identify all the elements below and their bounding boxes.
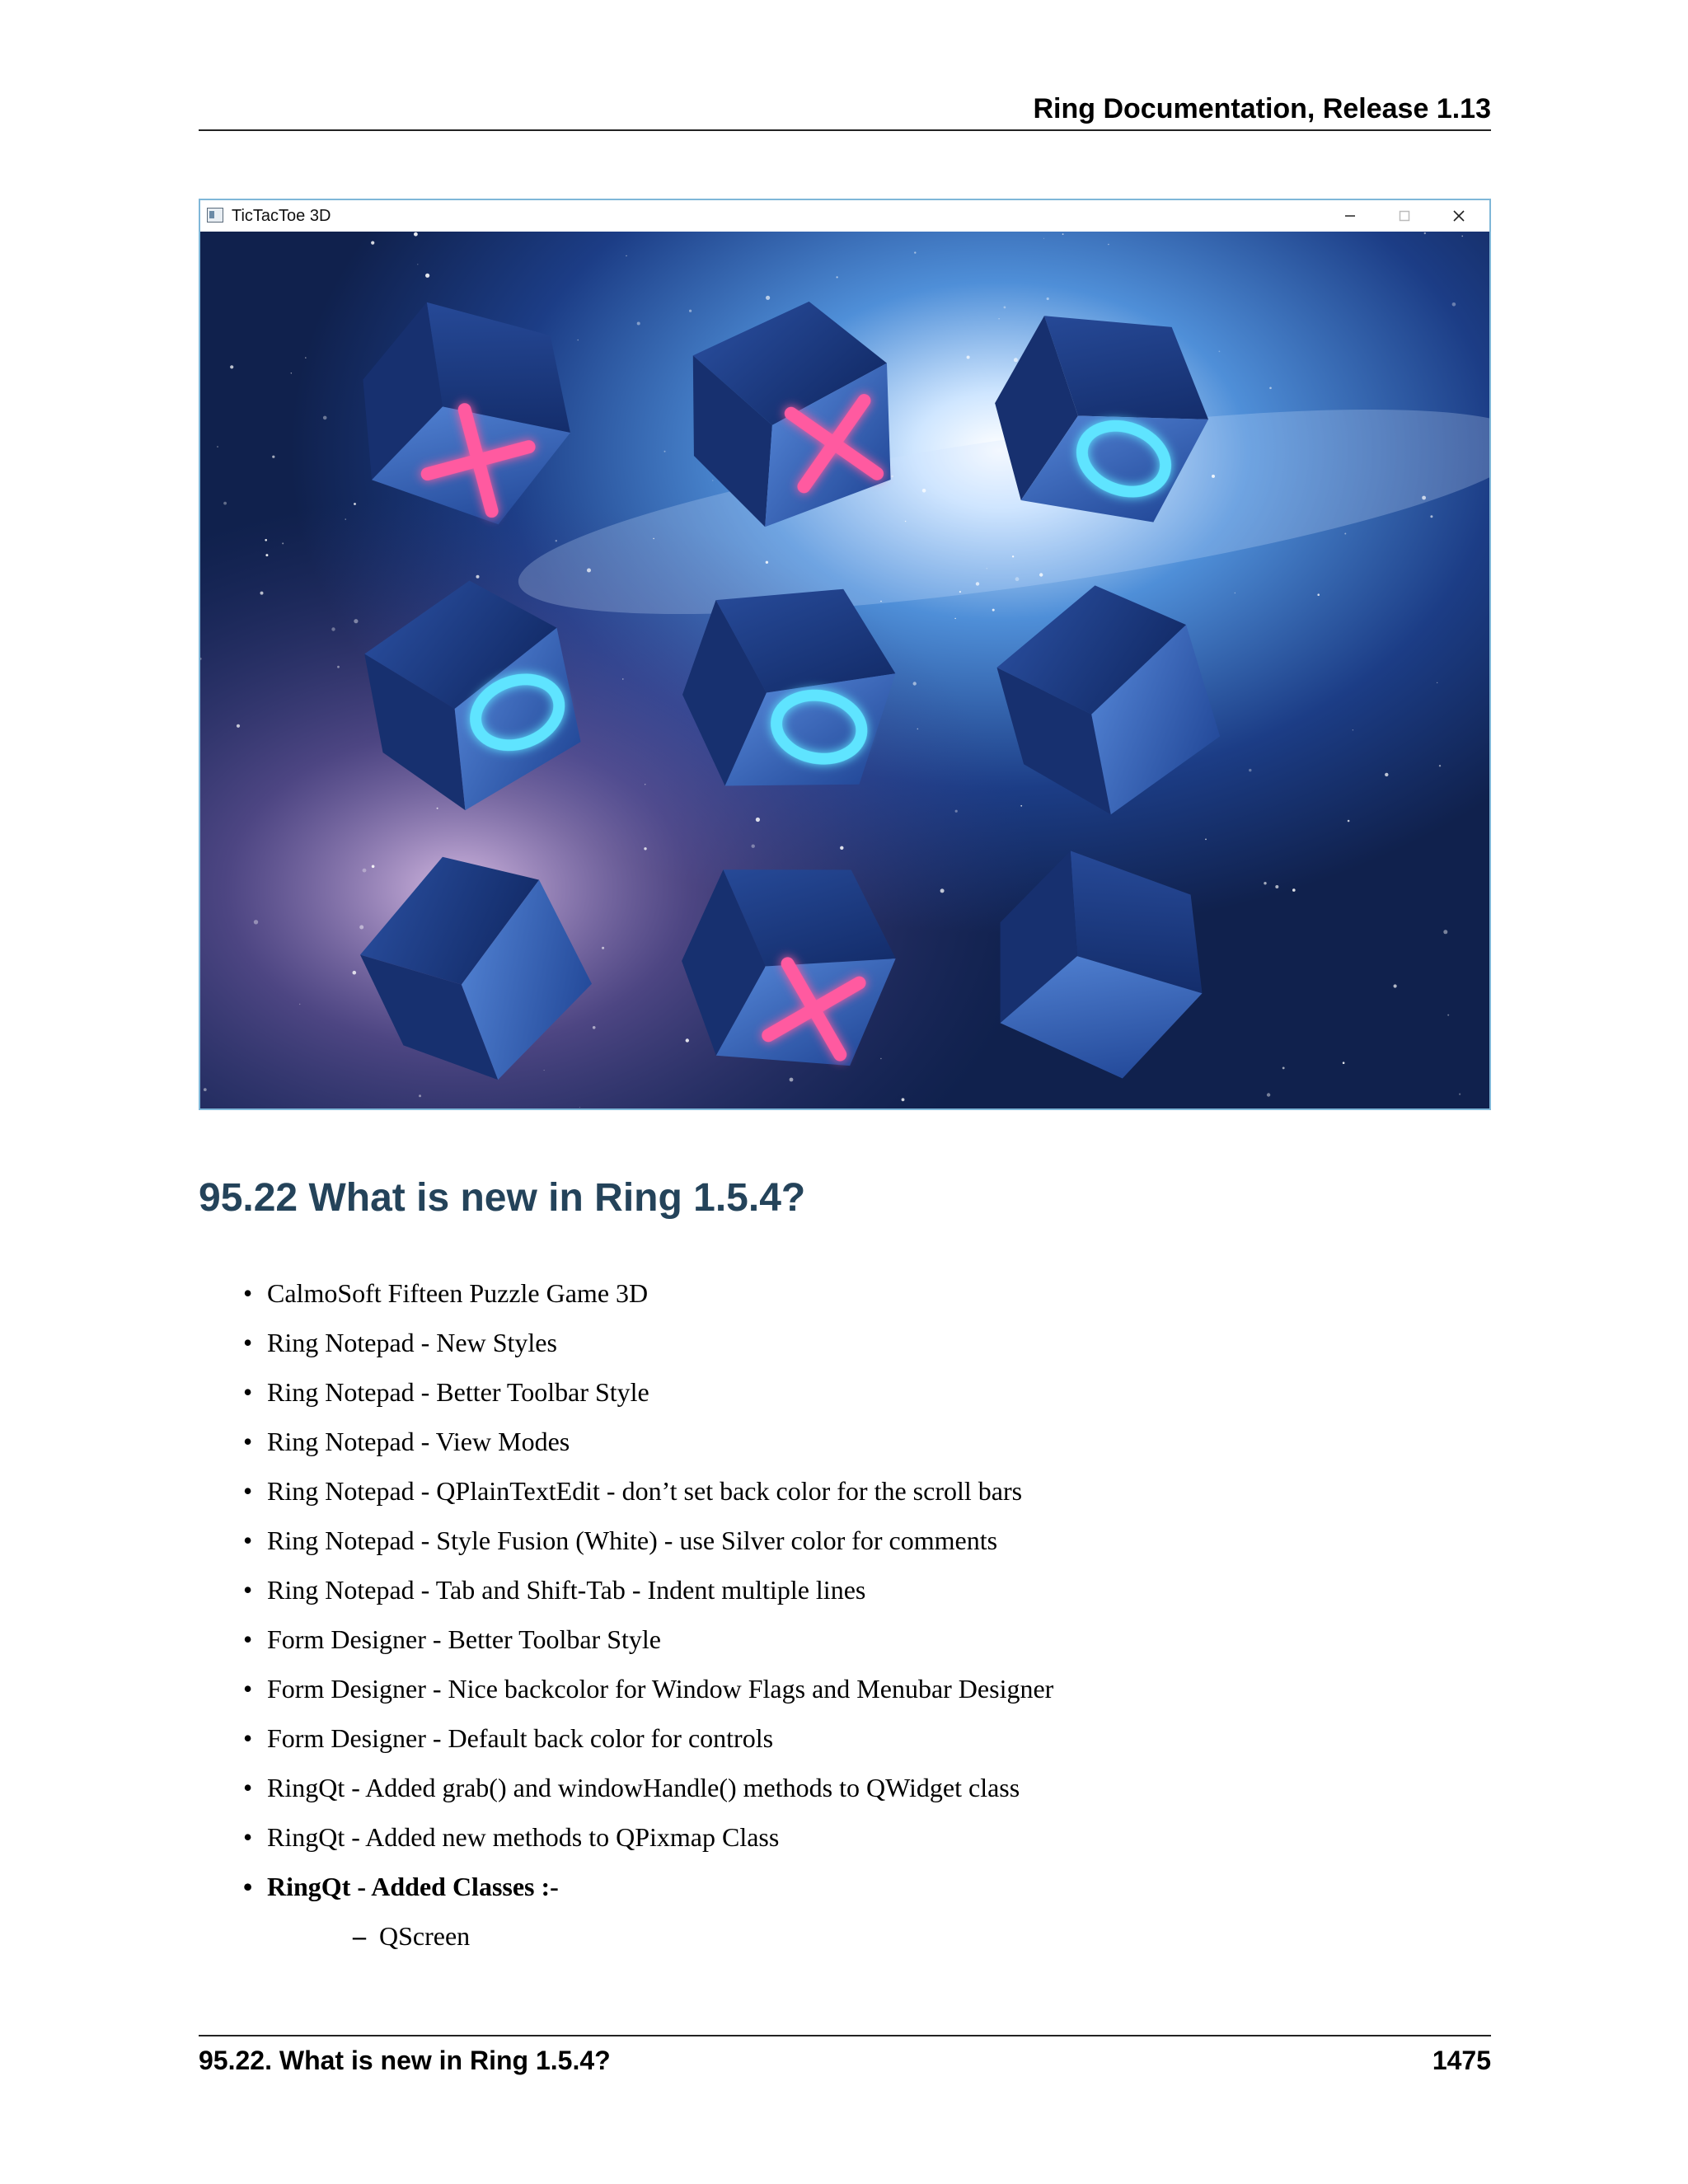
list-item: • RingQt - Added grab() and windowHandle() methods to QWidget class (243, 1763, 1053, 1812)
star (1394, 984, 1397, 987)
minimize-icon (1343, 209, 1357, 223)
star (1430, 515, 1432, 518)
star (265, 539, 267, 541)
star (265, 554, 268, 556)
star (922, 489, 926, 493)
footer-rule (199, 2035, 1491, 2036)
list-item: • RingQt - Added Classes :- (243, 1862, 1053, 1911)
star (880, 601, 882, 602)
list-item: • RingQt - Added new methods to QPixmap Class (243, 1812, 1053, 1862)
star (1020, 805, 1022, 807)
list-item: • Ring Notepad - Tab and Shift-Tab - Indent multiple lines (243, 1565, 1053, 1615)
list-item: • Ring Notepad - View Modes (243, 1417, 1053, 1466)
star (1443, 930, 1447, 934)
star (1015, 577, 1020, 581)
sub-item-text: QScreen (379, 1921, 471, 1951)
star (354, 619, 358, 623)
star (1205, 839, 1207, 841)
star (1343, 1062, 1345, 1064)
star (1452, 302, 1456, 307)
star (204, 1088, 207, 1091)
star (437, 808, 438, 809)
star (992, 609, 995, 612)
list-item: • Ring Notepad - Better Toolbar Style (243, 1367, 1053, 1417)
star (959, 591, 961, 593)
tictactoe-board[interactable] (321, 265, 1245, 1108)
window-title: TicTacToe 3D (232, 207, 331, 225)
star (417, 264, 418, 265)
star (686, 1038, 689, 1042)
star (602, 947, 604, 949)
star (840, 846, 843, 850)
tictactoe-window (199, 199, 1491, 1110)
star (1039, 573, 1043, 576)
star (1447, 1015, 1449, 1016)
star (998, 318, 999, 319)
star (766, 296, 770, 300)
app-icon (207, 208, 223, 223)
star (544, 1070, 545, 1071)
list-item: • CalmoSoft Fifteen Puzzle Game 3D (243, 1268, 1053, 1318)
star (217, 446, 218, 448)
star (1043, 238, 1044, 239)
footer-section: 95.22. What is new in Ring 1.5.4? (199, 2046, 611, 2075)
star (237, 724, 240, 728)
star (891, 476, 893, 478)
star (254, 920, 258, 924)
star (644, 847, 646, 850)
star (353, 971, 357, 975)
star (1264, 882, 1266, 884)
star (653, 538, 654, 539)
star (902, 1098, 905, 1101)
star (1219, 351, 1221, 353)
star (363, 869, 367, 873)
star (712, 480, 713, 481)
star (1249, 769, 1251, 771)
star (331, 627, 335, 630)
star (940, 888, 945, 893)
section-title: What is new in Ring 1.5.4? (308, 1176, 806, 1220)
star (476, 575, 480, 579)
star (1439, 765, 1441, 766)
star (790, 1078, 794, 1082)
star (1462, 236, 1463, 237)
star (880, 1058, 881, 1059)
star (1275, 885, 1278, 888)
star (914, 251, 916, 253)
star (556, 540, 557, 541)
star (1344, 533, 1346, 535)
star (622, 678, 623, 679)
star (272, 456, 274, 458)
star (913, 682, 917, 685)
list-item: • Form Designer - Better Toolbar Style (243, 1615, 1053, 1664)
star (752, 845, 755, 848)
star (1047, 298, 1049, 300)
star (1459, 1094, 1461, 1095)
star (837, 276, 838, 278)
star (1269, 387, 1272, 390)
game-viewport[interactable] (200, 232, 1489, 1108)
star (954, 618, 955, 619)
star (1267, 1093, 1270, 1096)
page-footer (199, 2042, 1491, 2079)
close-icon (1451, 209, 1466, 223)
maximize-icon (1397, 209, 1412, 223)
list-item: • Ring Notepad - QPlainTextEdit - don’t set back color for the scroll bars (243, 1466, 1053, 1516)
list-item: • Ring Notepad - New Styles (243, 1318, 1053, 1367)
star (371, 241, 374, 245)
window-titlebar (200, 200, 1489, 232)
star (664, 451, 666, 452)
star (359, 926, 363, 930)
minimize-button[interactable] (1323, 200, 1377, 232)
star (414, 232, 418, 237)
list-item: • Form Designer - Default back color for controls (243, 1713, 1053, 1763)
star (230, 365, 233, 368)
star (905, 521, 907, 523)
star (689, 310, 692, 312)
page-header: Ring Documentation, Release 1.13 (1033, 93, 1491, 124)
star (1212, 475, 1215, 478)
page-number: 1475 (1432, 2046, 1491, 2075)
star (1317, 593, 1320, 596)
star (756, 818, 760, 822)
star (345, 518, 346, 519)
header-rule (199, 129, 1491, 131)
star (354, 503, 356, 505)
star (1062, 233, 1064, 235)
star (299, 1004, 300, 1005)
star (766, 561, 768, 564)
star (577, 340, 579, 341)
star (1014, 358, 1018, 362)
star (419, 1094, 421, 1097)
star (1348, 820, 1350, 823)
star (223, 502, 227, 505)
close-button[interactable] (1432, 200, 1486, 232)
star (917, 729, 919, 730)
star (337, 666, 340, 668)
star (637, 322, 640, 326)
section-number: 95.22 (199, 1176, 298, 1220)
star (1292, 888, 1296, 892)
star (587, 569, 591, 573)
sub-list-item (353, 1911, 470, 1961)
list-item: • Ring Notepad - Style Fusion (White) - use Silver color for comments (243, 1516, 1053, 1565)
star (425, 274, 429, 278)
star (1282, 1067, 1285, 1070)
star (260, 592, 264, 595)
star (967, 356, 970, 359)
star (579, 1107, 580, 1108)
star (323, 416, 327, 420)
star (372, 865, 375, 869)
star (1004, 307, 1006, 309)
star (1385, 773, 1388, 776)
changes-list (243, 1268, 1053, 1911)
list-item: • Form Designer - Nice backcolor for Window Flags and Menubar Designer (243, 1664, 1053, 1713)
star (1422, 496, 1426, 500)
star (282, 542, 284, 544)
star (593, 1026, 596, 1029)
star (1424, 232, 1426, 234)
dash-marker: – (353, 1921, 366, 1951)
star (1108, 244, 1109, 246)
star (955, 810, 958, 813)
section-heading (199, 1174, 805, 1223)
star (1012, 555, 1014, 557)
star (305, 357, 307, 359)
maximize-button[interactable] (1377, 200, 1432, 232)
star (976, 582, 979, 585)
